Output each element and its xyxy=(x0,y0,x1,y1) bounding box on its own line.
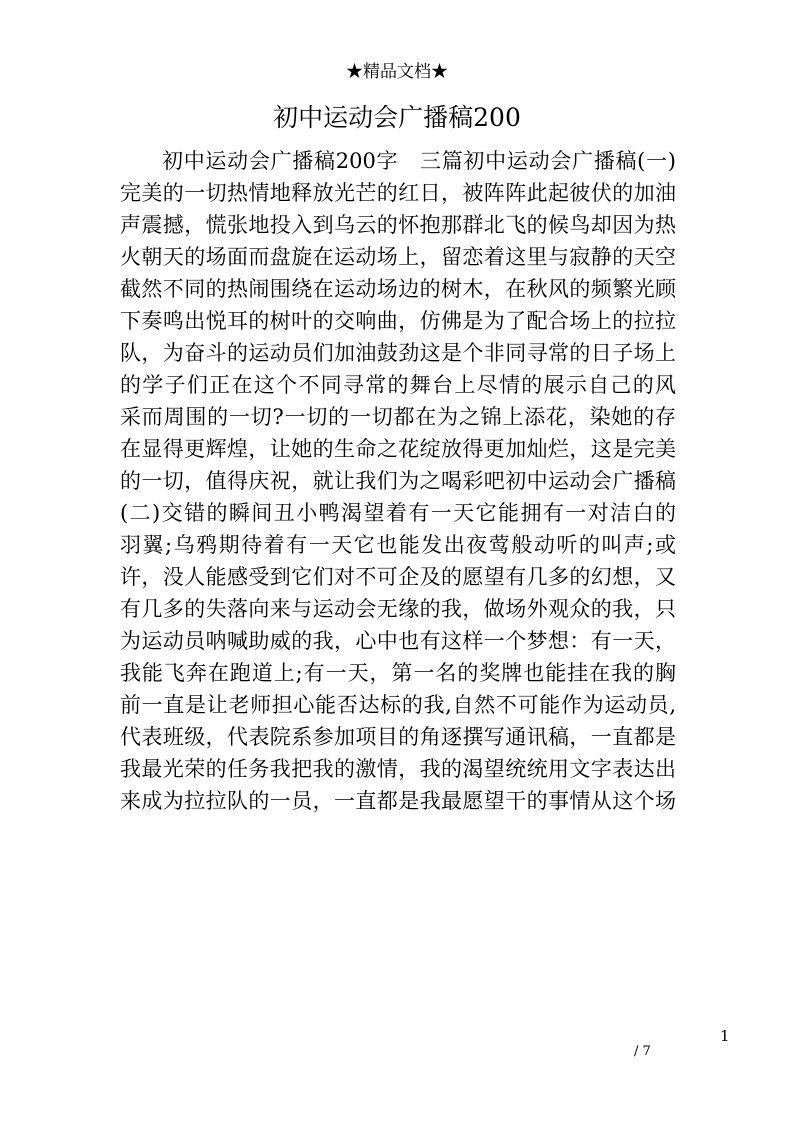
document-title: 初中运动会广播稿200 xyxy=(273,103,521,132)
body-line: 有几多的失落向来与运动会无缘的我，做场外观众的我，只 xyxy=(120,597,676,621)
body-line: 前一直是让老师担心能否达标的我,自然不可能作为运动员, xyxy=(120,693,676,717)
body-line: 许，没人能感受到它们对不可企及的愿望有几多的幻想，又 xyxy=(120,565,676,589)
body-text xyxy=(120,145,676,817)
header-label: ★精品文档★ xyxy=(346,62,448,82)
body-line: 下奏鸣出悦耳的树叶的交响曲，仿佛是为了配合场上的拉拉 xyxy=(120,309,676,333)
body-line: 羽翼;乌鸦期待着有一天它也能发出夜莺般动听的叫声;或 xyxy=(120,533,676,557)
body-line: 我能飞奔在跑道上;有一天，第一名的奖牌也能挂在我的胸 xyxy=(120,661,676,685)
body-line: 我最光荣的任务我把我的激情，我的渴望统统用文字表达出 xyxy=(120,757,676,781)
body-line: 代表班级，代表院系参加项目的角逐撰写通讯稿，一直都是 xyxy=(120,725,676,749)
body-line: 队，为奋斗的运动员们加油鼓劲这是个非同寻常的日子场上 xyxy=(120,341,676,365)
page-number: 1 xyxy=(720,1027,730,1045)
body-line: 完美的一切热情地释放光芒的红日，被阵阵此起彼伏的加油 xyxy=(120,181,676,205)
body-line: 的一切，值得庆祝，就让我们为之喝彩吧初中运动会广播稿 xyxy=(120,469,676,493)
body-line: 来成为拉拉队的一员，一直都是我最愿望干的事情从这个场 xyxy=(120,789,676,813)
body-line: 截然不同的热闹围绕在运动场边的树木，在秋风的频繁光顾 xyxy=(120,277,676,301)
body-line: 采而周围的一切?一切的一切都在为之锦上添花，染她的存 xyxy=(120,405,676,429)
body-line: 在显得更辉煌，让她的生命之花绽放得更加灿烂，这是完美 xyxy=(120,437,676,461)
body-line: 声震撼，慌张地投入到乌云的怀抱那群北飞的候鸟却因为热 xyxy=(120,213,676,237)
body-line: (二)交错的瞬间丑小鸭渴望着有一天它能拥有一对洁白的 xyxy=(120,501,676,525)
body-line: 为运动员呐喊助威的我，心中也有这样一个梦想：有一天， xyxy=(120,629,676,653)
body-line: 初中运动会广播稿200字 三篇初中运动会广播稿(一) xyxy=(162,149,676,173)
body-line: 的学子们正在这个不同寻常的舞台上尽情的展示自己的风 xyxy=(120,373,676,397)
page-total: / 7 xyxy=(634,1044,651,1059)
body-line: 火朝天的场面而盘旋在运动场上，留恋着这里与寂静的天空 xyxy=(120,245,676,269)
